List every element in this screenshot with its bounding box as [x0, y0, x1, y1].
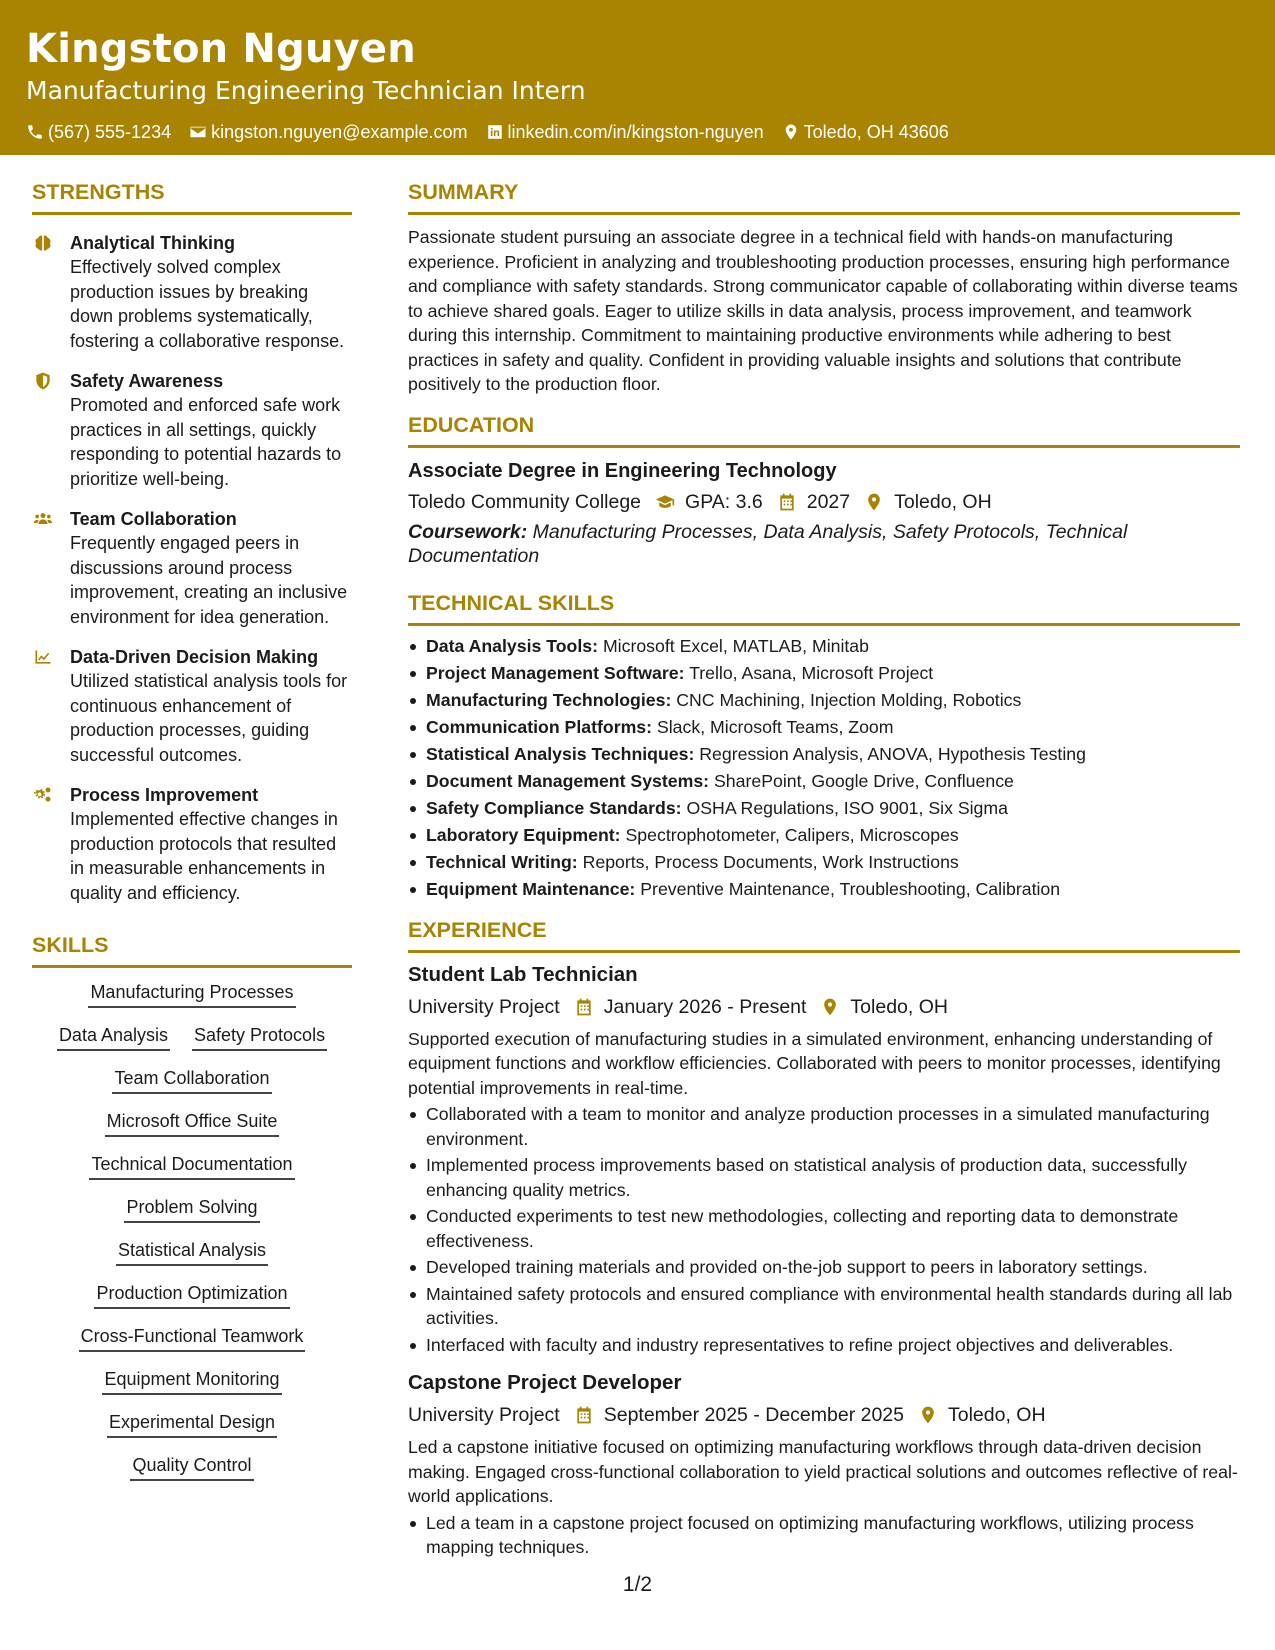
left-column: [32, 178, 352, 1496]
tech-skill-label: Manufacturing Technologies:: [426, 689, 672, 710]
job-title: Student Lab Technician: [408, 962, 638, 986]
skill-tag: Problem Solving: [124, 1195, 259, 1223]
list-item: [408, 688, 1240, 713]
list-item: [408, 742, 1240, 767]
tech-skill-value: Spectrophotometer, Calipers, Microscopes: [625, 825, 959, 846]
strength-title: Team Collaboration: [70, 509, 237, 529]
map-marker-icon: [918, 1405, 938, 1425]
skill-tag: Manufacturing Processes: [88, 980, 295, 1008]
list-item: [408, 796, 1240, 821]
brain-icon: [32, 233, 54, 253]
edu-location-text: Toledo, OH: [894, 490, 992, 513]
right-column: [408, 178, 1240, 1562]
gpa-text: GPA: 3.6: [685, 490, 763, 513]
summary-text: Passionate student pursuing an associate degree in a technical field with hands-on manufacturing experience. Proficient in analyzing and troubleshooting production processes, ensuring high performance and compliance with safety standards. Strong communicator capable of collaborating within diverse teams to achieve shared goals. Eager to utilize skills in data analysis, process improvement, and teamwork during this internship. Commitment to maintaining productive environments while adhering to best practices in safety and quality. Confident in providing valuable insights and solutions that contribute positively to the production floor.: [408, 227, 1238, 394]
strength-item: [32, 645, 352, 767]
list-item: [408, 877, 1240, 902]
list-item: Implemented process improvements based on statistical analysis of production data, successfully enhancing quality metrics.: [408, 1153, 1240, 1202]
skill-tag: Experimental Design: [107, 1410, 277, 1438]
skill-tag: Production Optimization: [94, 1281, 289, 1309]
tech-skill-label: Safety Compliance Standards:: [426, 798, 682, 819]
job-org: University Project: [408, 995, 560, 1018]
tech-skill-label: Laboratory Equipment:: [426, 825, 621, 846]
tech-skill-label: Document Management Systems:: [426, 770, 710, 791]
tech-skill-label: Statistical Analysis Techniques:: [426, 743, 695, 764]
strengths-heading: STRENGTHS: [32, 178, 352, 215]
page-indicator: 1/2: [622, 1573, 653, 1596]
tech-skill-value: Slack, Microsoft Teams, Zoom: [656, 716, 894, 737]
skill-tag: Quality Control: [130, 1453, 253, 1481]
strength-desc: Utilized statistical analysis tools for continuous enhancement of production processes, guiding successful outcomes.: [70, 671, 348, 765]
job-dates: September 2025 - December 2025: [603, 1404, 904, 1427]
skill-tag: Team Collaboration: [112, 1066, 271, 1094]
technical-skills-heading: TECHNICAL SKILLS: [408, 589, 1240, 626]
skill-tag: Cross-Functional Teamwork: [79, 1324, 306, 1352]
tech-skill-value: OSHA Regulations, ISO 9001, Six Sigma: [686, 798, 1008, 819]
gears-icon: [32, 785, 54, 805]
job-location-item: [918, 1401, 1046, 1429]
tech-skill-label: Communication Platforms:: [426, 716, 653, 737]
job-location: Toledo, OH: [850, 995, 948, 1018]
school-name: Toledo Community College: [408, 490, 642, 513]
map-marker-icon: [782, 123, 800, 141]
tech-skill-value: Trello, Asana, Microsoft Project: [689, 662, 934, 683]
list-item: [408, 715, 1240, 740]
tech-skill-value: Reports, Process Documents, Work Instructions: [582, 852, 959, 873]
contact-bar: [26, 120, 1249, 144]
list-item: Interfaced with faculty and industry representatives to refine project objectives and deliverables.: [408, 1333, 1240, 1358]
location-text: Toledo, OH 43606: [803, 122, 949, 142]
job-dates-item: [574, 993, 807, 1021]
tech-skill-label: Equipment Maintenance:: [426, 879, 636, 900]
job-location: Toledo, OH: [947, 1404, 1046, 1427]
contact-location: [782, 120, 949, 144]
list-item: [408, 823, 1240, 848]
tech-skill-value: Preventive Maintenance, Troubleshooting, Calibration: [640, 879, 1061, 900]
technical-skills-list: [408, 634, 1240, 902]
strength-desc: Frequently engaged peers in discussions around process improvement, creating an inclusive environment for idea generation.: [70, 533, 348, 627]
strength-item: [32, 507, 352, 629]
strength-desc: Implemented effective changes in production protocols that resulted in measurable enhancements in quality and efficiency.: [70, 809, 338, 903]
strength-title: Safety Awareness: [70, 371, 224, 391]
chart-line-icon: [32, 647, 54, 667]
skills-heading: SKILLS: [32, 931, 352, 968]
map-marker-icon: [820, 997, 840, 1017]
job-location-item: [820, 993, 948, 1021]
job-title: Capstone Project Developer: [408, 1371, 682, 1395]
candidate-role: Manufacturing Engineering Technician Intern: [26, 76, 586, 105]
tech-skill-value: SharePoint, Google Drive, Confluence: [714, 770, 1014, 791]
skill-tag: Equipment Monitoring: [102, 1367, 281, 1395]
year-item: [777, 488, 850, 516]
contact-linkedin[interactable]: [486, 120, 764, 144]
job-description: Led a capstone initiative focused on optimizing manufacturing workflows through data-driven decision making. Engaged cross-functional collaboration to yield practical solutions and outcomes reflective of real-world applications.: [408, 1437, 1238, 1507]
phone-icon: [26, 123, 44, 141]
envelope-icon: [189, 123, 207, 141]
tech-skill-label: Data Analysis Tools:: [426, 635, 599, 656]
skill-tag: Data Analysis: [57, 1023, 170, 1051]
tech-skill-value: Regression Analysis, ANOVA, Hypothesis Testing: [699, 743, 1086, 764]
tech-skill-label: Project Management Software:: [426, 662, 685, 683]
gpa-item: [655, 488, 763, 516]
contact-email[interactable]: [189, 120, 467, 144]
list-item: Developed training materials and provided on-the-job support to peers in laboratory settings.: [408, 1255, 1240, 1280]
contact-phone: [26, 120, 171, 144]
tech-skill-value: Microsoft Excel, MATLAB, Minitab: [602, 635, 869, 656]
year-text: 2027: [806, 490, 851, 513]
strength-item: [32, 369, 352, 491]
calendar-icon: [574, 1405, 594, 1425]
shield-icon: [32, 371, 54, 391]
job-bullets: [408, 1511, 1240, 1560]
skill-tag: Technical Documentation: [89, 1152, 294, 1180]
list-item: Maintained safety protocols and ensured compliance with environmental health standards during all lab activities.: [408, 1282, 1240, 1331]
edu-location-item: [864, 488, 992, 516]
job-meta: [408, 993, 1240, 1021]
education-heading: EDUCATION: [408, 411, 1240, 448]
users-icon: [32, 509, 54, 529]
job-bullets: [408, 1102, 1240, 1357]
strength-item: [32, 231, 352, 353]
job-entry: [408, 1369, 1240, 1560]
job-meta: [408, 1401, 1240, 1429]
strength-title: Analytical Thinking: [70, 233, 236, 253]
email-text[interactable]: kingston.nguyen@example.com: [211, 122, 468, 142]
job-entry: [408, 961, 1240, 1358]
skill-tag: Statistical Analysis: [116, 1238, 268, 1266]
experience-heading: EXPERIENCE: [408, 916, 1240, 953]
resume-header: [0, 0, 1275, 155]
list-item: Collaborated with a team to monitor and analyze production processes in a simulated manufacturing environment.: [408, 1102, 1240, 1151]
calendar-icon: [574, 997, 594, 1017]
degree-title: Associate Degree in Engineering Technology: [408, 459, 837, 482]
strength-title: Process Improvement: [70, 785, 259, 805]
coursework: [408, 520, 1240, 569]
job-dates-item: [574, 1401, 904, 1429]
coursework-text: Manufacturing Processes, Data Analysis, Safety Protocols, Technical Documentation: [408, 520, 1128, 567]
strength-title: Data-Driven Decision Making: [70, 647, 319, 667]
coursework-label: Coursework:: [408, 520, 528, 543]
strength-item: [32, 783, 352, 905]
linkedin-icon: [486, 123, 504, 141]
candidate-name: Kingston Nguyen: [26, 26, 416, 72]
education-meta: [408, 488, 1240, 516]
summary-heading: SUMMARY: [408, 178, 1240, 215]
linkedin-text[interactable]: linkedin.com/in/kingston-nguyen: [507, 122, 764, 142]
list-item: [408, 634, 1240, 659]
graduation-cap-icon: [655, 492, 675, 512]
list-item: [408, 850, 1240, 875]
tech-skill-value: CNC Machining, Injection Molding, Robotics: [676, 689, 1022, 710]
list-item: [408, 661, 1240, 686]
list-item: Led a team in a capstone project focused on optimizing manufacturing workflows, utilizing process mapping techniques.: [408, 1511, 1240, 1560]
skill-tag: Safety Protocols: [192, 1023, 327, 1051]
skills-list: [32, 968, 352, 1481]
skill-tag: Microsoft Office Suite: [105, 1109, 280, 1137]
phone-text: (567) 555-1234: [48, 122, 172, 142]
tech-skill-label: Technical Writing:: [426, 852, 578, 873]
list-item: Conducted experiments to test new methodologies, collecting and reporting data to demonstrate effectiveness.: [408, 1204, 1240, 1253]
job-dates: January 2026 - Present: [603, 995, 807, 1018]
map-marker-icon: [864, 492, 884, 512]
strength-desc: Effectively solved complex production issues by breaking down problems systematically, fostering a collaborative response.: [70, 257, 345, 351]
list-item: [408, 769, 1240, 794]
job-org: University Project: [408, 1404, 560, 1427]
calendar-icon: [777, 492, 797, 512]
strength-desc: Promoted and enforced safe work practices in all settings, quickly responding to potential hazards to prioritize well-being.: [70, 395, 342, 489]
job-description: Supported execution of manufacturing studies in a simulated environment, enhancing understanding of equipment functions and workflow efficiencies. Collaborated with peers to monitor processes, identifying potential improvements in real-time.: [408, 1028, 1221, 1098]
